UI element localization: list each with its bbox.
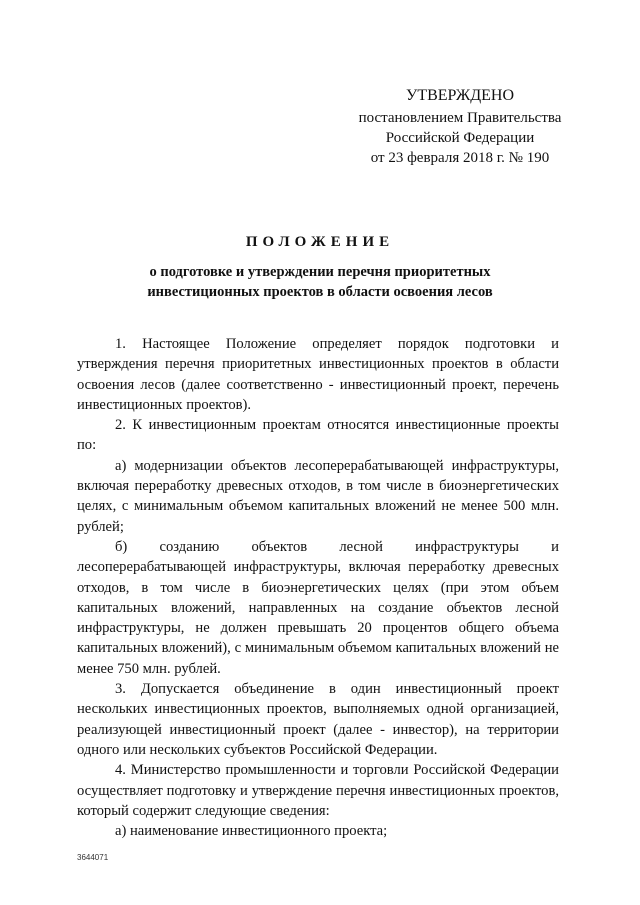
subtitle-line-1: о подготовке и утверждении перечня приоритетных xyxy=(149,264,491,280)
paragraph-1: 1. Настоящее Положение определяет порядок подготовки и утверждения перечня приоритетных инвестиционных проектов в области освоения лесов (далее соответственно - инвестиционный проект, перечень инвестиционных проектов). xyxy=(77,336,559,413)
document-title: ПОЛОЖЕНИЕ xyxy=(245,234,395,250)
paragraph-2b: б) созданию объектов лесной инфраструктуры и лесоперерабатывающей инфраструктуры, включая переработку древесных отходов, в том числе в биоэнергетических целях (при этом объем капитальных вложений, направленных на создание объектов лесной инфраструктуры, не должен превышать 20 процентов общего объема капитальных вложений), с минимальным объемом капитальных вложений не менее 750 млн. рублей. xyxy=(77,538,559,677)
subtitle-line-2: инвестиционных проектов в области освоения лесов xyxy=(147,284,493,300)
document-code: 3644071 xyxy=(77,853,109,862)
paragraph-2a: а) модернизации объектов лесоперерабатывающей инфраструктуры, включая переработку древесных отходов, в том числе в биоэнергетических целях, с минимальным объемом капитальных вложений не менее 500 млн. рублей; xyxy=(77,457,559,535)
paragraph-4a: а) наименование инвестиционного проекта; xyxy=(115,823,388,840)
approval-line-1: постановлением Правительства xyxy=(358,110,562,126)
document-subtitle xyxy=(80,262,560,302)
paragraph-3: 3. Допускается объединение в один инвестиционный проект нескольких инвестиционных проектов, выполняемых одной организацией, реализующей инвестиционный проект (далее - инвестор), на территории одного или нескольких субъектов Российской Федерации. xyxy=(77,681,559,758)
document-body xyxy=(77,334,559,841)
paragraph-2: 2. К инвестиционным проектам относятся инвестиционные проекты по: xyxy=(77,417,559,454)
approval-heading: УТВЕРЖДЕНО xyxy=(405,87,514,104)
approval-block xyxy=(330,86,590,168)
approval-line-2: Российской Федерации xyxy=(385,130,535,146)
paragraph-4: 4. Министерство промышленности и торговли Российской Федерации осуществляет подготовку и утверждение перечня инвестиционных проектов, который содержит следующие сведения: xyxy=(77,762,559,819)
approval-line-3: от 23 февраля 2018 г. № 190 xyxy=(370,150,550,166)
